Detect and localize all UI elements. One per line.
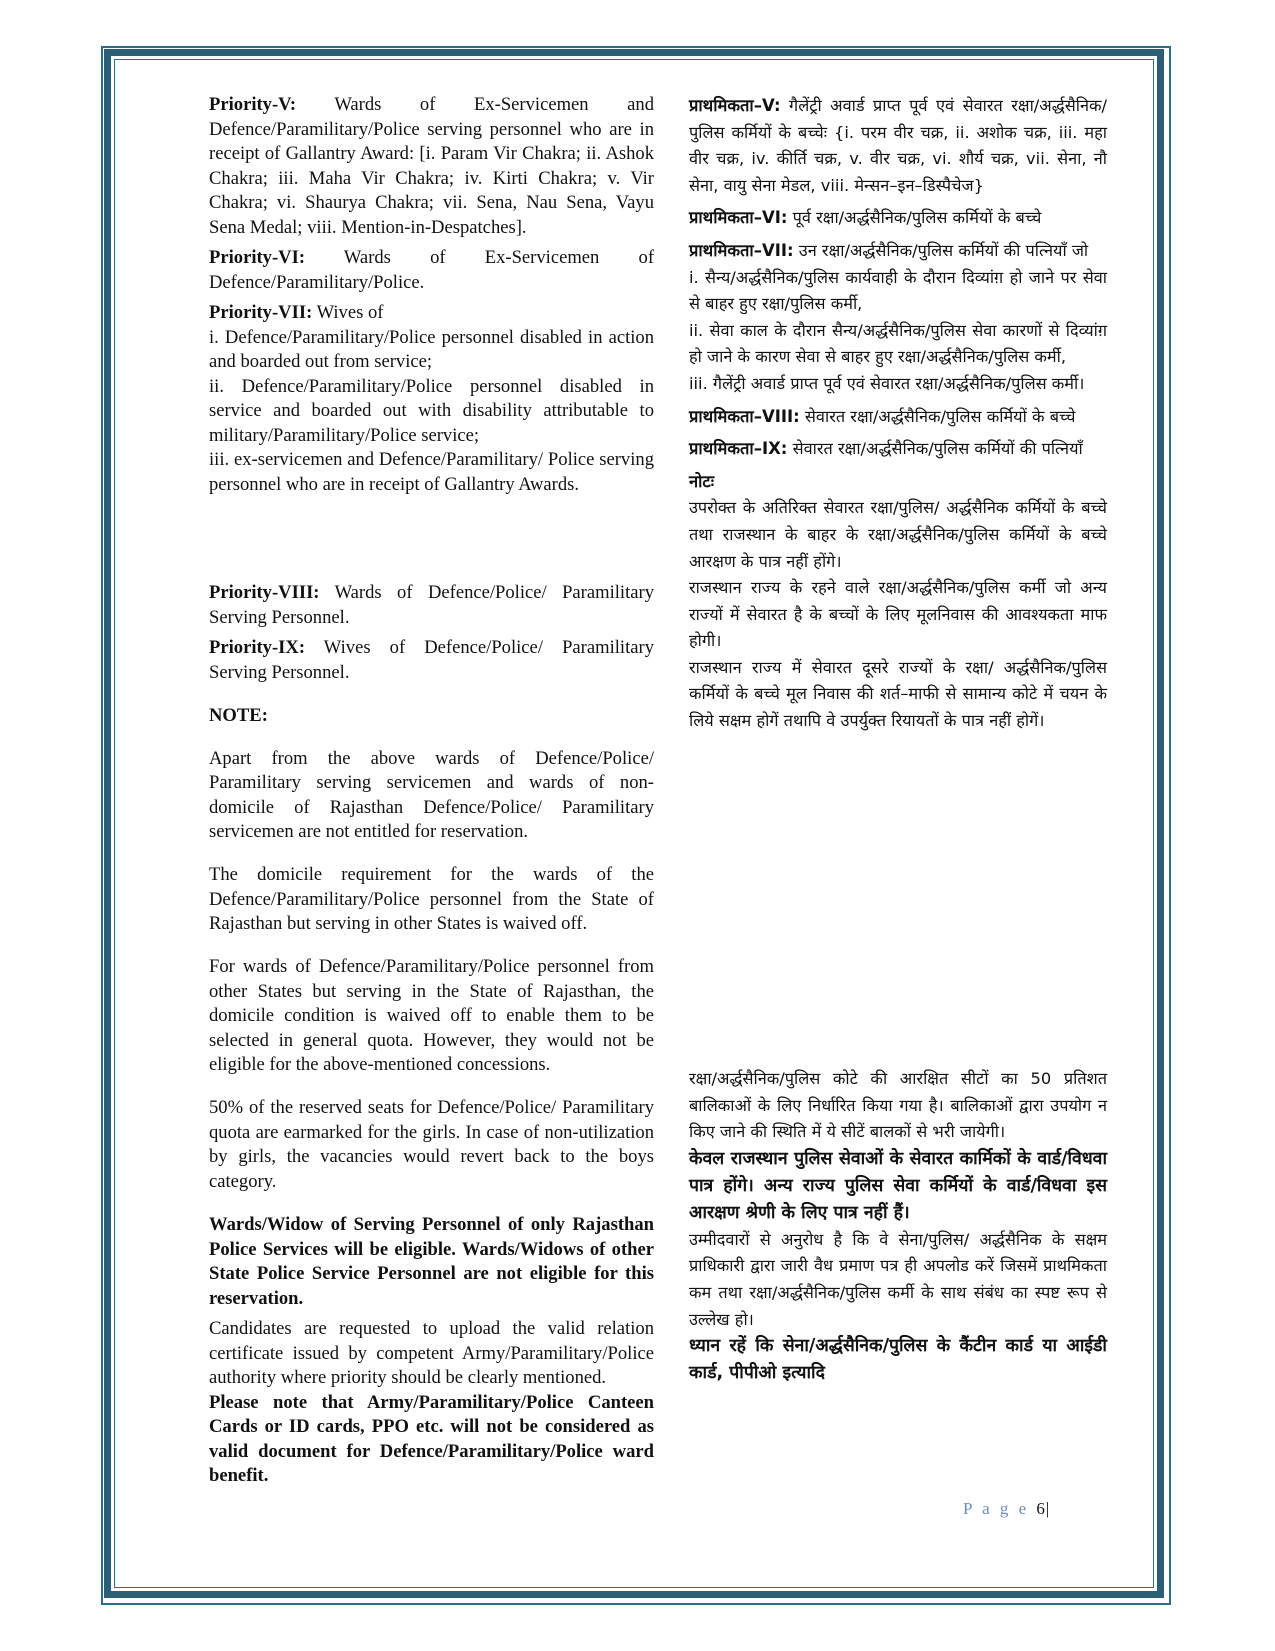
priority-label: Priority-VII: (209, 302, 313, 323)
priority-6-en (209, 246, 654, 295)
note-label: नोटः (689, 471, 715, 491)
priority-6-hi (689, 205, 1107, 232)
priority-label: Priority-V: (209, 94, 297, 115)
priority-label: Priority-VI: (209, 247, 306, 268)
note-en (209, 704, 654, 1195)
priority-5-en (209, 93, 654, 240)
priority-label: प्राथमिकता–IX: (689, 439, 788, 459)
note-hi (689, 469, 1107, 735)
priority-9-hi (689, 436, 1107, 463)
eligibility-notice-hi: केवल राजस्थान पुलिस सेवाओं के सेवारत कार्मिकों के वार्ड/विधवा पात्र होंगे। अन्य राज्य पुलिस सेवा कर्मियों के वार्ड/विधवा इस आरक्षण श्रेणी के लिए पात्र नहीं हैं। (689, 1148, 1107, 1223)
priority-7-hi (689, 238, 1107, 398)
priority-text: Wives of (316, 302, 384, 323)
priority-5-hi (689, 93, 1107, 199)
hindi-column-lower (689, 1066, 1107, 1387)
priority-text: पूर्व रक्षा/अर्द्धसैनिक/पुलिस कर्मियों के बच्चे (792, 208, 1042, 228)
priority-label: प्राथमिकता–VII: (689, 240, 794, 260)
note-paragraph: राजस्थान राज्य में सेवारत दूसरे राज्यों के रक्षा/ अर्द्धसैनिक/पुलिस कर्मियों के बच्चे मूल निवास की शर्त–माफी से सामान्य कोटे में चयन के लिये सक्षम होगें तथापि वे उपर्युक्त रियायतों के पात्र नहीं होगें। (689, 657, 1107, 731)
candidates-instruction-en: Candidates are requested to upload the valid relation certificate issued by competent Army/Paramilitary/Police authority where priority should be clearly mentioned. (209, 1318, 654, 1389)
document-warning-en: Please note that Army/Paramilitary/Police Canteen Cards or ID cards, PPO etc. will not be considered as valid document for Defence/Paramilitary/Police ward benefit. (209, 1391, 654, 1487)
note-paragraph: उपरोक्त के अतिरिक्त सेवारत रक्षा/पुलिस/ अर्द्धसैनिक कर्मियों के बच्चे तथा राजस्थान के बाहर के रक्षा/अर्द्धसैनिक/पुलिस कर्मियों के बच्चे आरक्षण के पात्र नहीं होंगे। (689, 498, 1107, 571)
eligibility-notice-en: Wards/Widow of Serving Personnel of only Rajasthan Police Services will be eligible. Wards/Widows of other State Police Service Personnel are not eligible for this reservation. (209, 1214, 654, 1309)
hindi-column (689, 93, 1107, 735)
page-label: P a g e (963, 1499, 1030, 1518)
priority-text: उन रक्षा/अर्द्धसैनिक/पुलिस कर्मियों की पत्नियाँ जो (798, 240, 1089, 260)
note-paragraph: The domicile requirement for the wards of the Defence/Paramilitary/Police personnel from the State of Rajasthan but serving in other States is waived off. (209, 864, 654, 935)
priority-label: Priority-IX: (209, 637, 306, 658)
priority-text: गैलेंट्री अवार्ड प्राप्त पूर्व एवं सेवारत रक्षा/अर्द्धसैनिक/पुलिस कर्मियों के बच्चेः {i. परम वीर चक्र, ii. अशोक चक्र, iii. महा वीर चक्र, iv. कीर्ति चक्र, v. वीर चक्र, vi. शौर्य चक्र, vii. सेना, नौ सेना, वायु सेना मेडल, viii. मेन्सन–इन–डिस्पैचेज} (689, 96, 1107, 195)
priority-text: Wards of Ex-Servicemen of Defence/Paramilitary/Police. (209, 247, 655, 293)
list-item: ii. Defence/Paramilitary/Police personnel disabled in service and boarded out with disability attributable to military/Paramilitary/Police service; (209, 375, 654, 446)
priority-text: सेवारत रक्षा/अर्द्धसैनिक/पुलिस कर्मियों की पत्नियाँ (792, 439, 1083, 459)
note-paragraph: Apart from the above wards of Defence/Police/ Paramilitary serving servicemen and wards of non-domicile of Rajasthan Defence/Police/ Paramilitary servicemen are not entitled for reservation. (209, 747, 654, 843)
priority-label: प्राथमिकता–V: (689, 96, 781, 115)
priority-text: Wives of Defence/Police/ Paramilitary Serving Personnel. (209, 637, 654, 683)
priority-label: प्राथमिकता–VIII: (689, 406, 800, 426)
priority-text: Wards of Defence/Police/ Paramilitary Serving Personnel. (209, 582, 654, 628)
priority-8-en (209, 581, 654, 630)
candidates-instruction-hi: उम्मीदवारों से अनुरोध है कि वे सेना/पुलिस/ अर्द्धसैनिक के सक्षम प्राधिकारी द्वारा जारी वैध प्रमाण पत्र ही अपलोड करें जिसमें प्राथमिकता कम तथा रक्षा/अर्द्धसैनिक/पुलिस कर्मी के साथ संबंध का स्पष्ट रूप से उल्लेख हो। (689, 1229, 1107, 1329)
page-number: 6| (1036, 1499, 1051, 1518)
document-warning-hi: ध्यान रहें कि सेना/अर्द्धसैनिक/पुलिस के कैंटीन कार्ड या आईडी कार्ड, पीपीओ इत्यादि (689, 1336, 1107, 1384)
list-item: i. सैन्य/अर्द्धसैनिक/पुलिस कार्यवाही के दौरान दिव्यांग़ हो जाने पर सेवा से बाहर हुए रक्षा/पुलिस कर्मी, (689, 267, 1107, 314)
list-item: iii. ex-servicemen and Defence/Paramilitary/ Police serving personnel who are in receipt of Gallantry Awards. (209, 449, 654, 495)
priority-label: प्राथमिकता–VI: (689, 208, 788, 228)
priority-8-hi (689, 404, 1107, 431)
priority-text: सेवारत रक्षा/अर्द्धसैनिक/पुलिस कर्मियों के बच्चे (804, 406, 1076, 426)
list-item: iii. गैलेंट्री अवार्ड प्राप्त पूर्व एवं सेवारत रक्षा/अर्द्धसैनिक/पुलिस कर्मी। (689, 373, 1085, 393)
note-paragraph: राजस्थान राज्य के रहने वाले रक्षा/अर्द्धसैनिक/पुलिस कर्मी जो अन्य राज्यों में सेवारत है के बच्चों के लिए मूलनिवास की आवश्यकता माफ होगी। (689, 578, 1107, 651)
list-item: i. Defence/Paramilitary/Police personnel disabled in action and boarded out from service; (209, 326, 654, 372)
note-paragraph: For wards of Defence/Paramilitary/Police personnel from other States but serving in the State of Rajasthan, the domicile condition is waived off to enable them to be selected in general quota. However, they would not be eligible for the above-mentioned concessions. (209, 956, 654, 1076)
priority-label: Priority-VIII: (209, 582, 320, 603)
english-column (209, 93, 654, 503)
priority-9-en (209, 636, 654, 685)
english-column-lower (209, 581, 654, 1489)
note-label: NOTE: (209, 704, 268, 726)
page-number-footer (963, 1499, 1050, 1519)
note-paragraph: 50% of the reserved seats for Defence/Police/ Paramilitary quota are earmarked for the girls. In case of non-utilization by girls, the vacancies would revert back to the boys category. (209, 1097, 654, 1192)
priority-text: Wards of Ex-Servicemen and Defence/Paramilitary/Police serving personnel who are in receipt of Gallantry Award: [i. Param Vir Chakra; ii. Ashok Chakra; iii. Maha Vir Chakra; iv. Kirti Chakra; v. Vir Chakra; vi. Shaurya Chakra; vii. Sena, Nau Sena, Vayu Sena Medal; viii. Mention-in-Despatches]. (209, 94, 655, 238)
priority-7-en (209, 301, 654, 497)
list-item: ii. सेवा काल के दौरान सैन्य/अर्द्धसैनिक/पुलिस सेवा कारणों से दिव्यांग़ हो जाने के कारण सेवा से बाहर हुए रक्षा/अर्द्धसैनिक/पुलिस कर्मी, (689, 320, 1107, 367)
note-paragraph: रक्षा/अर्द्धसैनिक/पुलिस कोटे की आरक्षित सीटों का 50 प्रतिशत बालिकाओं के लिए निर्धारित किया गया है। बालिकाओं द्वारा उपयोग न किए जाने की स्थिति में ये सीटें बालकों से भरी जायेगी। (689, 1069, 1107, 1142)
